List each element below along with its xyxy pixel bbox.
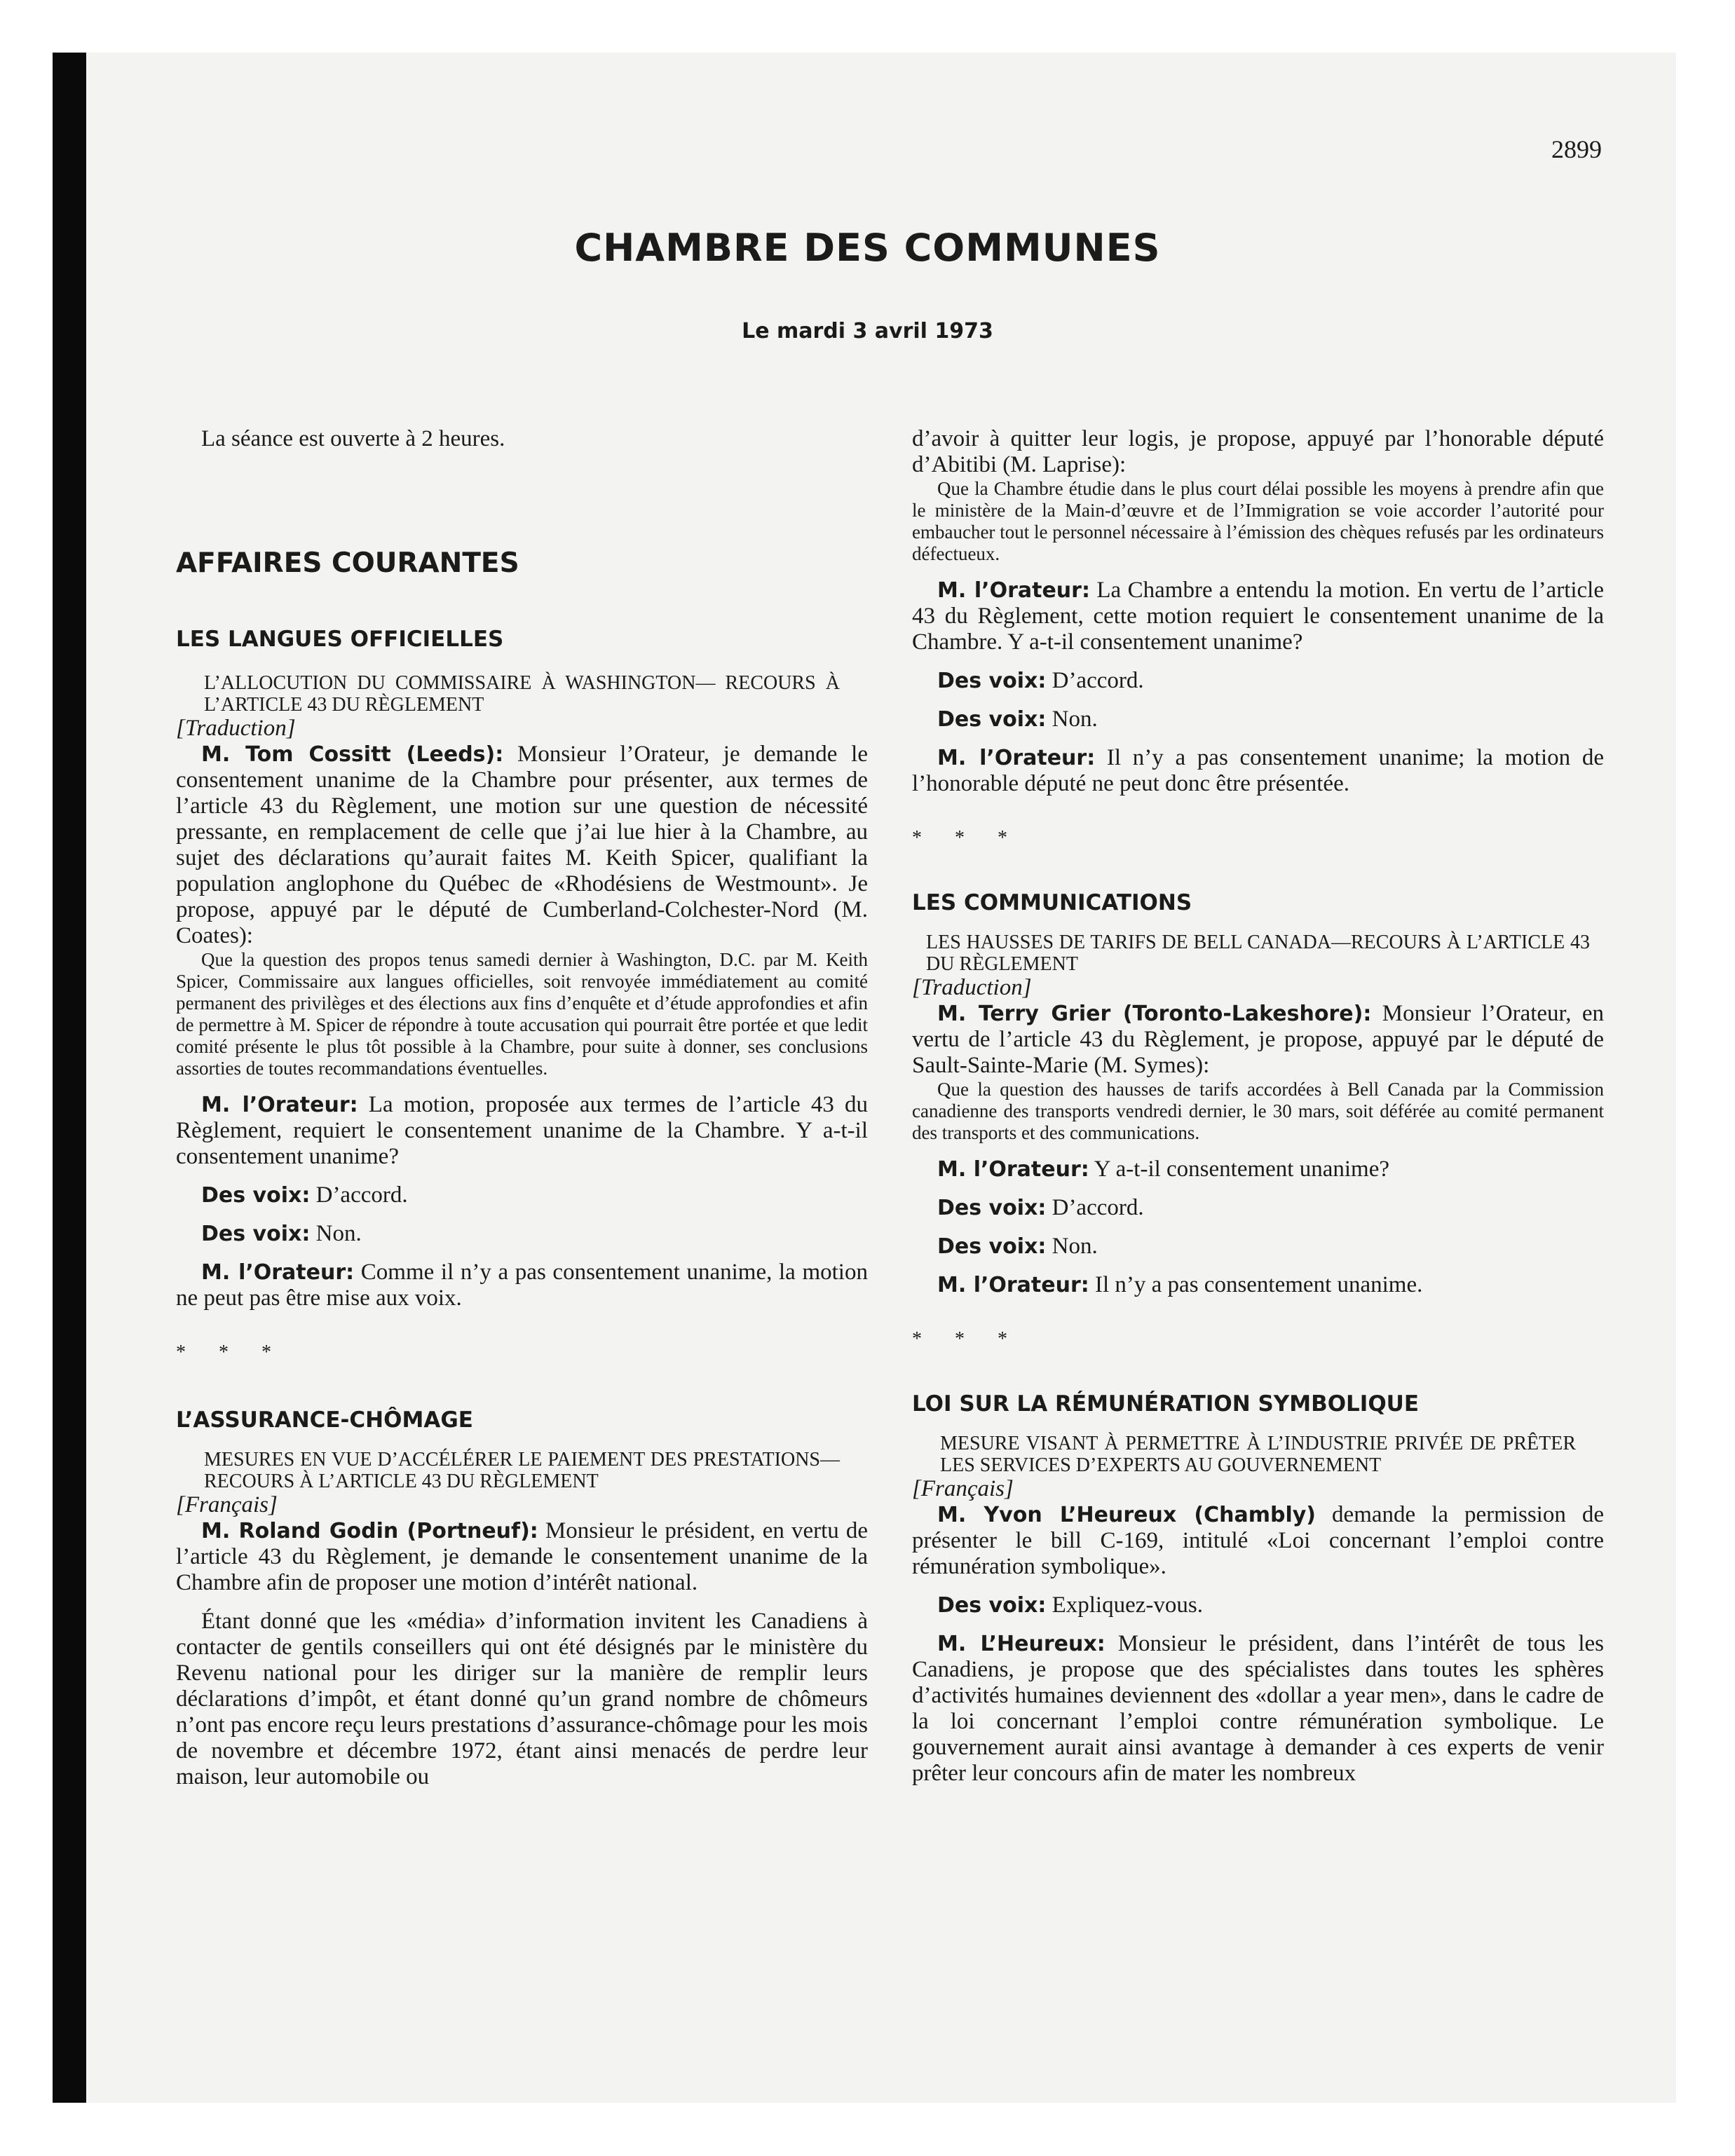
section-separator: * * *: [912, 1328, 1021, 1350]
subsection-heading: LES COMMUNICATIONS: [912, 890, 1192, 915]
speech-text: Y a-t-il consentement unanime?: [1089, 1157, 1389, 1182]
speaker-name: Des voix:: [937, 1234, 1047, 1259]
speech-text: Il n’y a pas consentement unanime; la motion de l’honorable député ne peut donc être présentée.: [912, 745, 1604, 796]
motion-quote: Que la question des propos tenus samedi dernier à Washington, D.C. par M. Keith Spicer, Commissaire aux langues officielles, soit renvoyée immédiatement au comité permanent des privilèges et des élections aux fins d’enquête et d’étude approfondies et afin de permettre à M. Spicer de répondre à toute accusation qui pourrait être portée et que ledit comité présente le plus tôt possible à la Chambre, pour suite à donner, ses conclusions assorties de toutes recommandations éventuelles.: [176, 949, 868, 1079]
subsection-heading: LES LANGUES OFFICIELLES: [176, 627, 504, 652]
speech-paragraph: [176, 742, 868, 949]
speech-text: La Chambre a entendu la motion. En vertu de l’article 43 du Règlement, cette motion requiert le consentement unanime de la Chambre. Y a-t-il consentement unanime?: [912, 578, 1604, 655]
speech-text: Monsieur l’Orateur, en vertu de l’article 43 du Règlement, je propose, appuyé par le député de Sault-Sainte-Marie (M. Symes):: [912, 1001, 1605, 1078]
speech-paragraph: [176, 1221, 868, 1247]
right-column: [912, 426, 1604, 1787]
page-number: 2899: [1551, 135, 1602, 163]
speech-text: Monsieur l’Orateur, je demande le consentement unanime de la Chambre pour présenter, aux termes de l’article 43 du Règlement, une motion sur une question de nécessité pressante, en remplacement de celle que j’ai lue hier à la Chambre, au sujet des déclarations qu’aurait faites M. Keith Spicer, qualifiant la population anglophone du Québec de «Rhodésiens de Westmount». Je propose, appuyé par le député de Cumberland-Colchester-Nord (M. Coates):: [176, 742, 869, 948]
speaker-name: M. Roland Godin (Portneuf):: [201, 1519, 538, 1543]
speech-text: Comme il n’y a pas consentement unanime, la motion ne peut pas être mise aux voix.: [176, 1260, 868, 1311]
speaker-name: M. l’Orateur:: [937, 1157, 1089, 1182]
language-note: [Traduction]: [912, 975, 1032, 1000]
speaker-name: Des voix:: [201, 1222, 311, 1246]
speaker-name: M. Terry Grier (Toronto-Lakeshore):: [937, 1002, 1372, 1026]
speech-text: La motion, proposée aux termes de l’article 43 du Règlement, requiert le consentement unanime de la Chambre. Y a-t-il consentement unanime?: [176, 1092, 868, 1169]
speech-paragraph: [912, 1631, 1604, 1787]
speech-text: D’accord.: [310, 1182, 408, 1208]
speaker-name: Des voix:: [937, 1196, 1047, 1220]
speech-paragraph: [176, 1518, 868, 1596]
speaker-name: Des voix:: [937, 707, 1047, 732]
speech-paragraph: [912, 1272, 1604, 1298]
topic-heading: MESURE VISANT À PERMETTRE À L’INDUSTRIE PRIVÉE DE PRÊTER LES SERVICES D’EXPERTS AU GOUVERNEMENT: [940, 1433, 1576, 1476]
speech-text: D’accord.: [1046, 668, 1144, 693]
speaker-name: Des voix:: [201, 1183, 311, 1208]
speaker-name: M. Tom Cossitt (Leeds):: [201, 742, 504, 767]
speech-paragraph: [912, 1001, 1604, 1079]
topic-heading: L’ALLOCUTION DU COMMISSAIRE À WASHINGTON— RECOURS À L’ARTICLE 43 DU RÈGLEMENT: [204, 672, 840, 716]
speaker-name: M. l’Orateur:: [937, 746, 1096, 770]
speech-paragraph: [912, 578, 1604, 655]
speech-paragraph: [912, 1592, 1604, 1618]
speech-paragraph: [912, 1195, 1604, 1221]
speech-paragraph: [912, 1157, 1604, 1182]
speech-paragraph: d’avoir à quitter leur logis, je propose, appuyé par l’honorable député d’Abitibi (M. Laprise):: [912, 426, 1604, 477]
language-note: [Traduction]: [176, 716, 296, 741]
subsection-heading: L’ASSURANCE-CHÔMAGE: [176, 1407, 473, 1433]
scan-edge: [53, 53, 86, 2103]
section-heading: AFFAIRES COURANTES: [176, 547, 519, 579]
language-note: [Français]: [176, 1492, 278, 1517]
speech-text: Il n’y a pas consentement unanime.: [1089, 1272, 1423, 1297]
speaker-name: M. l’Orateur:: [201, 1260, 355, 1285]
subsection-heading: LOI SUR LA RÉMUNÉRATION SYMBOLIQUE: [912, 1391, 1420, 1417]
speech-text: Monsieur le président, dans l’intérêt de tous les Canadiens, je propose que des spécialistes dans toutes les sphères d’activités humaines deviennent des «dollar a year men», dans le cadre de la loi concernant l’emploi contre rémunération symbolique. Le gouvernement aurait ainsi avantage à demander à ces experts de venir prêter leur concours afin de mater les nombreux: [912, 1631, 1604, 1786]
left-column: [176, 426, 868, 1790]
section-separator: * * *: [912, 827, 1021, 849]
speaker-name: Des voix:: [937, 669, 1047, 693]
topic-heading: MESURES EN VUE D’ACCÉLÉRER LE PAIEMENT DES PRESTATIONS—RECOURS À L’ARTICLE 43 DU RÈGLEMENT: [204, 1449, 840, 1492]
speaker-name: M. Yvon L’Heureux (Chambly): [937, 1503, 1316, 1527]
speaker-name: M. l’Orateur:: [201, 1093, 358, 1117]
session-date: Le mardi 3 avril 1973: [742, 319, 993, 343]
speech-paragraph: [176, 1182, 868, 1208]
speech-text: Non.: [310, 1221, 362, 1246]
opening-line: La séance est ouverte à 2 heures.: [201, 426, 505, 451]
language-note: [Français]: [912, 1476, 1014, 1501]
speech-paragraph: [912, 707, 1604, 732]
speaker-name: Des voix:: [937, 1593, 1047, 1618]
speech-text: Expliquez-vous.: [1046, 1592, 1203, 1618]
speech-paragraph: [912, 1234, 1604, 1260]
motion-quote: Que la question des hausses de tarifs accordées à Bell Canada par la Commission canadienne des transports vendredi dernier, le 30 mars, soit déférée au comité permanent des transports et des communications.: [912, 1079, 1604, 1143]
speech-paragraph: [912, 1502, 1604, 1580]
speaker-name: M. l’Orateur:: [937, 578, 1090, 603]
speech-paragraph: [912, 745, 1604, 797]
speech-text: D’accord.: [1046, 1195, 1144, 1220]
speech-paragraph: Étant donné que les «média» d’information invitent les Canadiens à contacter de gentils conseillers qui ont été désignés par le ministère du Revenu national pour les diriger sur la manière de remplir leurs déclarations d’impôt, et étant donné qu’un grand nombre de chômeurs n’ont pas encore reçu leurs prestations d’assurance-chômage pour les mois de novembre et décembre 1972, étant ainsi menacés de perdre leur maison, leur automobile ou: [176, 1609, 868, 1789]
speech-text: Monsieur le président, en vertu de l’article 43 du Règlement, je demande le consentement unanime de la Chambre afin de proposer une motion d’intérêt national.: [176, 1518, 868, 1595]
topic-heading: LES HAUSSES DE TARIFS DE BELL CANADA—RECOURS À L’ARTICLE 43 DU RÈGLEMENT: [926, 932, 1590, 975]
speech-text: Non.: [1046, 1234, 1098, 1259]
speaker-name: M. L’Heureux:: [937, 1632, 1105, 1656]
section-separator: * * *: [176, 1342, 285, 1363]
speech-paragraph: [912, 668, 1604, 694]
speaker-name: M. l’Orateur:: [937, 1273, 1089, 1297]
speech-text: Non.: [1046, 707, 1098, 732]
page-title: CHAMBRE DES COMMUNES: [574, 226, 1161, 270]
speech-text: demande la permission de présenter le bill C-169, intitulé «Loi concernant l’emploi contre rémunération symbolique».: [912, 1502, 1605, 1579]
motion-quote: Que la Chambre étudie dans le plus court délai possible les moyens à prendre afin que le ministère de la Main-d’œuvre et de l’Immigration se voie accorder l’autorité pour embaucher tout le personnel nécessaire à l’émission des chèques refusés par les ordinateurs défectueux.: [912, 478, 1604, 564]
speech-paragraph: [176, 1092, 868, 1170]
speech-paragraph: [176, 1260, 868, 1311]
